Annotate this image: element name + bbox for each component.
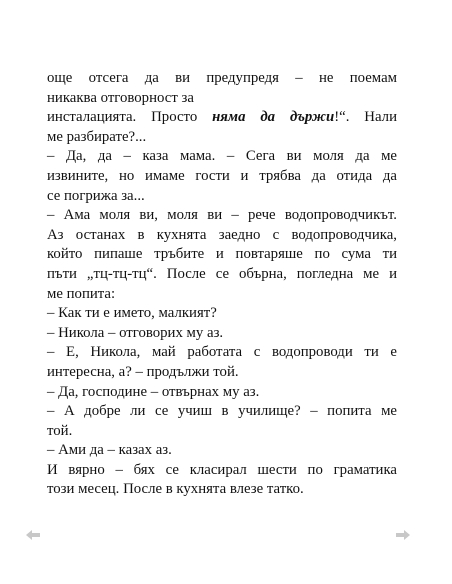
book-page-text [47, 69, 397, 500]
text-line: И вярно – бях се класирал шести по граматика [47, 461, 397, 478]
text-line: – А добре ли се учиш в училище? – попита ме [47, 403, 397, 420]
text-line: пъти „тц-тц-тц“. После се обърна, погледна ме и [47, 265, 397, 282]
text-line: – Ами да – казах аз. [47, 442, 172, 459]
text-line: който пипаше тръбите и повтаряше по сума ти [47, 246, 397, 263]
text-line: – Никола – отговорих му аз. [47, 324, 224, 341]
text-line: – Да, господине – отвърнах му аз. [47, 383, 260, 400]
text-line: извините, но имаме гости и трябва да отида да [47, 167, 397, 184]
text-line: ме разбирате?... [47, 128, 147, 145]
previous-page-button[interactable] [26, 527, 40, 537]
text-line [47, 108, 397, 128]
text-line: – Ама моля ви, моля ви – рече водопроводчикът. [47, 207, 397, 224]
text-line: интересна, а? – продължи той. [47, 363, 239, 380]
text-line: Аз останах в кухнята заедно с водопроводчика, [47, 226, 397, 243]
text-line: още отсега да ви предупредя – не поемам [47, 70, 397, 86]
arrow-right-icon [396, 530, 410, 540]
text-line: – Как ти е името, малкият? [47, 305, 217, 322]
text-line: ме попита: [47, 285, 116, 302]
text-line: – Е, Никола, май работата с водопроводи ти е [47, 344, 397, 361]
text-line: този месец. После в кухнята влезе татко. [47, 481, 304, 498]
emphasized-phrase: няма да държи [212, 109, 335, 126]
text-line: се погрижа за... [47, 187, 145, 204]
text-segment: !“. Нали [334, 109, 397, 126]
next-page-button[interactable] [396, 527, 410, 537]
arrow-left-icon [26, 530, 40, 540]
text-line: – Да, да – каза мама. – Сега ви моля да ме [47, 148, 397, 165]
text-line: той. [47, 422, 73, 439]
text-line: никаква отговорност за [47, 89, 194, 106]
text-segment: инсталацията. Просто [47, 109, 213, 126]
